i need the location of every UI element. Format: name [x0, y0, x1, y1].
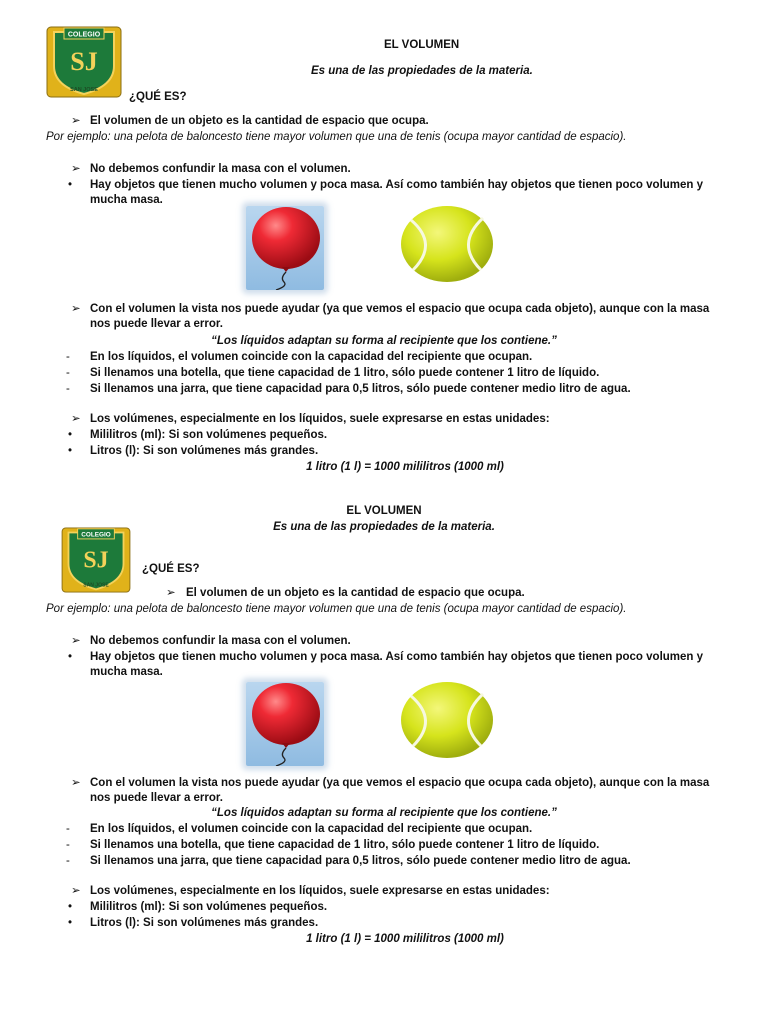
ml-text: Si son volúmenes pequeños.	[168, 901, 328, 913]
equivalence-text: 1 litro (1 l) = 1000 mililitros (1000 ml)	[306, 933, 504, 945]
bottle-text: Si llenamos una botella, que tiene capacidad de 1 litro, sólo puede contener 1 litro de líquido.	[90, 367, 600, 379]
equivalence-text: 1 litro (1 l) = 1000 mililitros (1000 ml)	[306, 461, 504, 473]
page-subtitle: Es una de las propiedades de la materia.	[273, 521, 495, 533]
arrow-bullet-icon: ➢	[71, 635, 81, 647]
question-heading: ¿QUÉ ES?	[142, 563, 200, 575]
logo-top-text: COLEGIO	[67, 31, 101, 39]
liquids-text: En los líquidos, el volumen coincide con la capacidad del recipiente que ocupan.	[90, 351, 533, 363]
worksheet-copy-2	[0, 500, 768, 980]
arrow-bullet-icon: ➢	[166, 587, 176, 599]
page-title: EL VOLUMEN	[384, 39, 460, 51]
logo-bottom-text: SAN JOSE	[83, 582, 109, 589]
tennis-ball-image	[399, 680, 495, 765]
school-logo	[60, 527, 132, 598]
jug-text: Si llenamos una jarra, que tiene capacidad para 0,5 litros, sólo puede contener medio litro de agua.	[90, 383, 631, 395]
ml-item	[90, 428, 327, 443]
logo-monogram: SJ	[70, 47, 98, 76]
dot-bullet-icon: •	[68, 651, 73, 663]
dash-bullet: -	[66, 383, 70, 395]
arrow-bullet-icon: ➢	[71, 303, 81, 315]
dot-bullet-icon: •	[68, 917, 73, 929]
l-text: Si son volúmenes más grandes.	[143, 445, 319, 457]
dash-bullet: -	[66, 855, 70, 867]
units-text: Los volúmenes, especialmente en los líquidos, suele expresarse en estas unidades:	[90, 413, 550, 425]
dot-bullet-icon: •	[68, 429, 73, 441]
logo-top-text: COLEGIO	[81, 531, 111, 539]
objects-text: Hay objetos que tienen mucho volumen y poca masa. Así como también hay objetos que tienen poco volumen y mucha masa.	[90, 651, 704, 678]
page-title: EL VOLUMEN	[346, 505, 422, 517]
definition-text: El volumen de un objeto es la cantidad de espacio que ocupa.	[186, 587, 525, 599]
sight-text: Con el volumen la vista nos puede ayudar (ya que vemos el espacio que ocupa cada objeto), aunque con la masa nos puede llevar a error.	[90, 777, 710, 804]
balloon-image	[246, 682, 324, 766]
ml-text: Si son volúmenes pequeños.	[168, 429, 328, 441]
tennis-ball-image	[399, 204, 495, 289]
example-text: Por ejemplo: una pelota de baloncesto tiene mayor volumen que una de tenis (ocupa mayor cantidad de espacio).	[46, 603, 627, 615]
example-text: Por ejemplo: una pelota de baloncesto tiene mayor volumen que una de tenis (ocupa mayor cantidad de espacio).	[46, 131, 627, 143]
jug-text: Si llenamos una jarra, que tiene capacidad para 0,5 litros, sólo puede contener medio litro de agua.	[90, 855, 631, 867]
arrow-bullet-icon: ➢	[71, 115, 81, 127]
logo-bottom-text: SAN JOSE	[70, 87, 98, 93]
arrow-bullet-icon: ➢	[71, 777, 81, 789]
mass-volume-text: No debemos confundir la masa con el volumen.	[90, 163, 351, 175]
arrow-bullet-icon: ➢	[71, 163, 81, 175]
liquids-quote: “Los líquidos adaptan su forma al recipiente que los contiene.”	[211, 335, 557, 347]
page-subtitle: Es una de las propiedades de la materia.	[311, 65, 533, 77]
ml-label: Mililitros (ml):	[90, 901, 166, 913]
logo-monogram: SJ	[83, 547, 109, 574]
school-logo	[46, 26, 122, 103]
balloon-image	[246, 206, 324, 290]
dot-bullet-icon: •	[68, 179, 73, 191]
l-item	[90, 444, 318, 459]
dash-bullet: -	[66, 351, 70, 363]
dash-bullet: -	[66, 823, 70, 835]
arrow-bullet-icon: ➢	[71, 885, 81, 897]
ml-item	[90, 900, 327, 915]
l-label: Litros (l):	[90, 445, 140, 457]
ml-label: Mililitros (ml):	[90, 429, 166, 441]
mass-volume-text: No debemos confundir la masa con el volumen.	[90, 635, 351, 647]
liquids-quote: “Los líquidos adaptan su forma al recipiente que los contiene.”	[211, 807, 557, 819]
bottle-text: Si llenamos una botella, que tiene capacidad de 1 litro, sólo puede contener 1 litro de líquido.	[90, 839, 600, 851]
l-text: Si son volúmenes más grandes.	[143, 917, 319, 929]
worksheet-copy-1	[0, 28, 768, 508]
definition-text: El volumen de un objeto es la cantidad de espacio que ocupa.	[90, 115, 429, 127]
sight-text: Con el volumen la vista nos puede ayudar (ya que vemos el espacio que ocupa cada objeto), aunque con la masa nos puede llevar a error.	[90, 303, 710, 330]
dot-bullet-icon: •	[68, 445, 73, 457]
dot-bullet-icon: •	[68, 901, 73, 913]
l-item	[90, 916, 318, 931]
objects-text: Hay objetos que tienen mucho volumen y poca masa. Así como también hay objetos que tienen poco volumen y mucha masa.	[90, 179, 704, 206]
dash-bullet: -	[66, 367, 70, 379]
liquids-text: En los líquidos, el volumen coincide con la capacidad del recipiente que ocupan.	[90, 823, 533, 835]
dash-bullet: -	[66, 839, 70, 851]
units-text: Los volúmenes, especialmente en los líquidos, suele expresarse en estas unidades:	[90, 885, 550, 897]
arrow-bullet-icon: ➢	[71, 413, 81, 425]
l-label: Litros (l):	[90, 917, 140, 929]
question-heading: ¿QUÉ ES?	[129, 91, 187, 103]
